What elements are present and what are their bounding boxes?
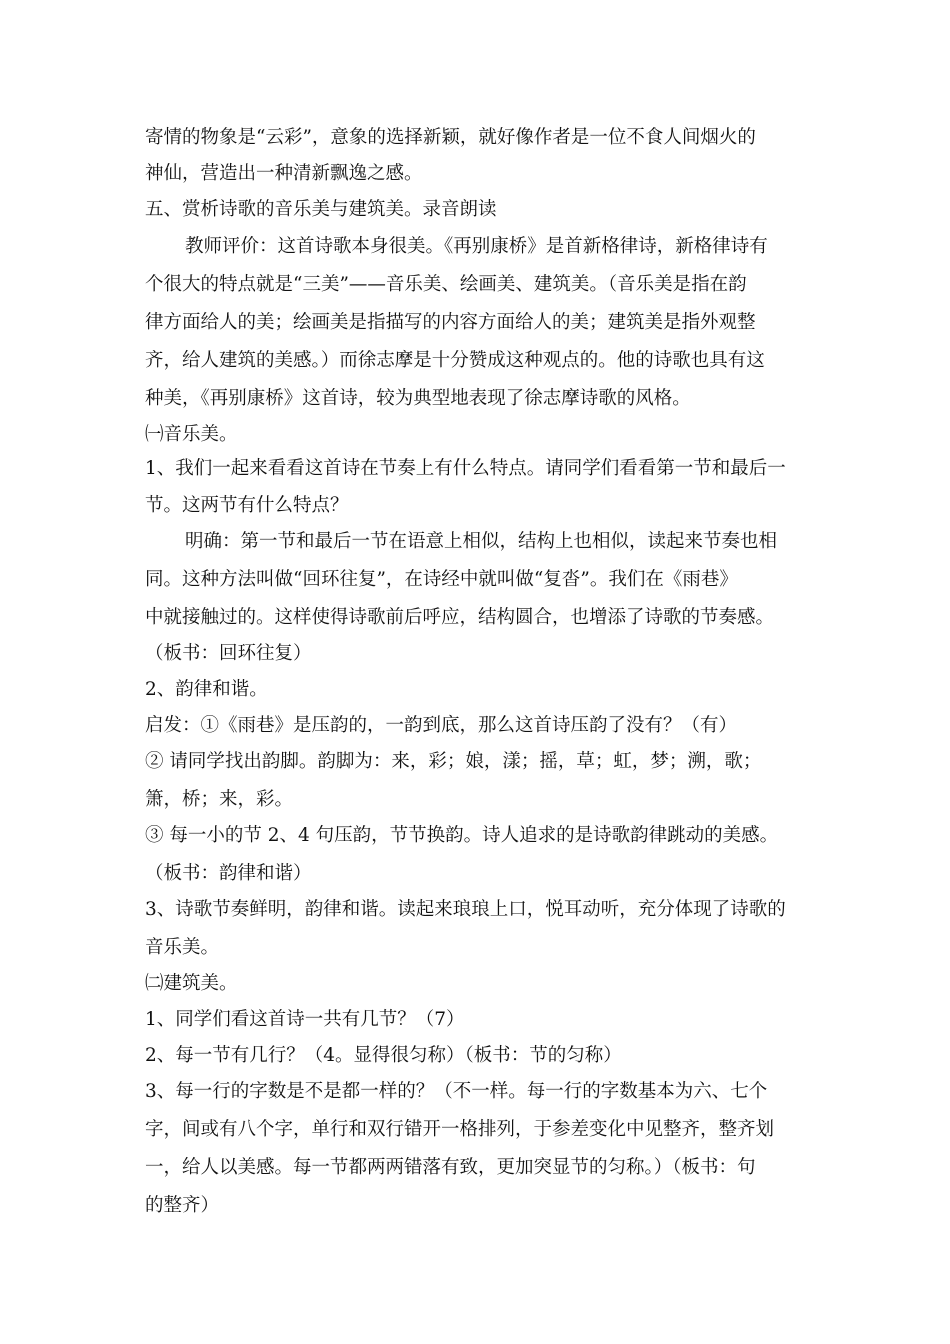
paragraph-line: 种美，《再别康桥》这首诗，较为典型地表现了徐志摩诗歌的风格。 (145, 388, 691, 409)
subsection-heading: ㈠音乐美。 (145, 424, 238, 445)
list-item: 3、每一行的字数是不是都一样的？（不一样。每一行的字数基本为六、七个 (145, 1081, 768, 1102)
board-note: （板书：韵律和谐） (145, 863, 312, 884)
paragraph-line: 启发：①《雨巷》是压韵的，一韵到底，那么这首诗压韵了没有？（有） (145, 715, 738, 736)
paragraph-line: 同。这种方法叫做“回环往复”，在诗经中就叫做“复沓”。我们在《雨巷》 (145, 569, 738, 590)
paragraph-line: 1、我们一起来看看这首诗在节奏上有什么特点。请同学们看看第一节和最后一 (145, 458, 786, 479)
paragraph-line: ③ 每一小的节 2、4 句压韵，节节换韵。诗人追求的是诗歌韵律跳动的美感。 (145, 825, 779, 846)
paragraph-line: 箫，桥；来，彩。 (145, 789, 294, 810)
paragraph-line: 字，间或有八个字，单行和双行错开一格排列，于参差变化中见整齐，整齐划 (145, 1119, 775, 1140)
subsection-heading: ㈡建筑美。 (145, 973, 238, 994)
paragraph-line: 音乐美。 (145, 937, 220, 958)
paragraph-line: 一，给人以美感。每一节都两两错落有致，更加突显节的匀称。）（板书：句 (145, 1157, 756, 1178)
section-heading: 五、赏析诗歌的音乐美与建筑美。录音朗读 (145, 199, 497, 220)
list-item: 2、韵律和谐。 (145, 679, 268, 700)
list-item: 1、同学们看这首诗一共有几节？（7） (145, 1009, 465, 1030)
list-item: 2、每一节有几行？（4。显得很匀称）（板书：节的匀称） (145, 1045, 622, 1066)
paragraph-line: 齐，给人建筑的美感。）而徐志摩是十分赞成这种观点的。他的诗歌也具有这 (145, 350, 765, 371)
paragraph-line: 教师评价：这首诗歌本身很美。《再别康桥》是首新格律诗，新格律诗有 (185, 236, 768, 257)
paragraph-line: 寄情的物象是“云彩”，意象的选择新颖，就好像作者是一位不食人间烟火的 (145, 127, 756, 148)
paragraph-line: 神仙，营造出一种清新飘逸之感。 (145, 163, 423, 184)
paragraph-line: 节。这两节有什么特点？ (145, 495, 349, 516)
list-item: 3、诗歌节奏鲜明，韵律和谐。读起来琅琅上口，悦耳动听，充分体现了诗歌的 (145, 899, 786, 920)
paragraph-line: 明确：第一节和最后一节在语意上相似，结构上也相似，读起来节奏也相 (185, 531, 778, 552)
paragraph-line: 个很大的特点就是“三美”——音乐美、绘画美、建筑美。（音乐美是指在韵 (145, 274, 747, 295)
paragraph-line: ② 请同学找出韵脚。韵脚为：来，彩；娘，漾；摇，草；虹，梦；溯，歌； (145, 751, 762, 772)
paragraph-line: 中就接触过的。这样使得诗歌前后呼应，结构圆合，也增添了诗歌的节奏感。 (145, 607, 775, 628)
paragraph-line: 的整齐） (145, 1195, 220, 1216)
paragraph-line: 律方面给人的美；绘画美是指描写的内容方面给人的美；建筑美是指外观整 (145, 312, 756, 333)
board-note: （板书：回环往复） (145, 643, 312, 664)
